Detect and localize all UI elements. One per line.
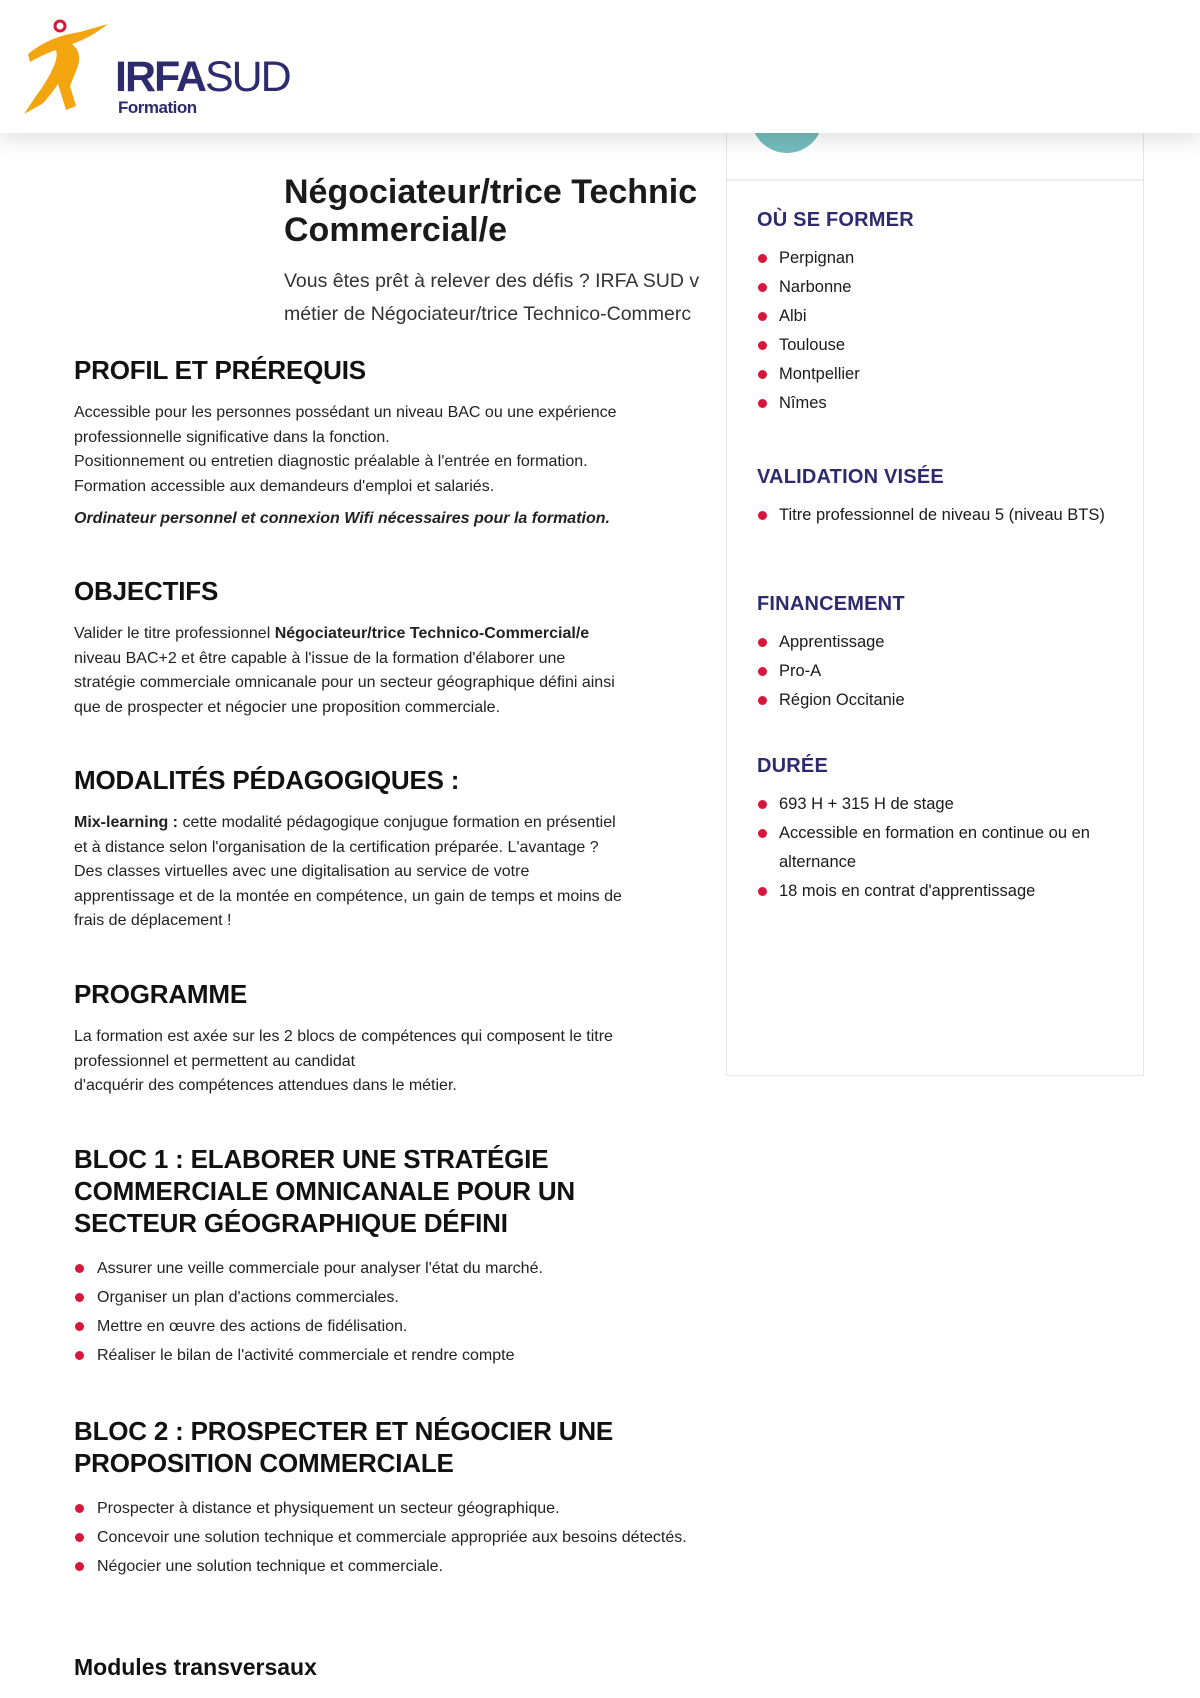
profile-heading: PROFIL ET PRÉREQUIS	[74, 355, 366, 385]
objectives-text	[74, 622, 704, 720]
text-line: Formation accessible aux demandeurs d'emploi et salariés.	[74, 477, 495, 495]
duration-title: DURÉE	[757, 755, 829, 777]
list-item: Négocier une solution technique et commerciale.	[74, 1552, 694, 1581]
text-line: d'acquérir des compétences attendues dans le métier.	[74, 1077, 457, 1094]
mix-learning-label: Mix-learning :	[74, 814, 179, 831]
location-item: Albi	[757, 302, 1117, 331]
location-item: Toulouse	[757, 331, 1117, 360]
runner-logo-icon	[20, 14, 110, 114]
bloc1-heading	[74, 1143, 704, 1239]
text-line: niveau BAC+2 et être capable à l'issue de la formation d'élaborer une	[74, 649, 566, 667]
heading-line: BLOC 1 : ELABORER UNE STRATÉGIE	[74, 1144, 549, 1174]
validation-item: Titre professionnel de niveau 5 (niveau BTS)	[757, 501, 1117, 530]
hero-intro-line: Vous êtes prêt à relever des défis ? IRFA SUD v	[284, 270, 700, 292]
bloc2-list	[74, 1494, 694, 1581]
financing-list	[757, 628, 1117, 715]
divider	[727, 179, 1143, 181]
locations-title: OÙ SE FORMER	[757, 209, 914, 231]
list-item: Organiser un plan d'actions commerciales.	[74, 1283, 704, 1312]
objectives-section	[74, 575, 704, 720]
program-heading: PROGRAMME	[74, 979, 247, 1009]
validation-section	[757, 466, 1117, 530]
text-line: La formation est axée sur les 2 blocs de compétences qui composent le titre	[74, 1028, 613, 1045]
duration-list	[757, 790, 1117, 906]
locations-list	[757, 244, 1117, 418]
page-title	[284, 173, 744, 249]
duration-item: Accessible en formation en continue ou en alternance	[757, 819, 1117, 877]
duration-item: 693 H + 315 H de stage	[757, 790, 1117, 819]
heading-line: COMMERCIALE OMNICANALE POUR UN	[74, 1176, 575, 1206]
text-line: Valider le titre professionnel	[74, 625, 275, 642]
hero-intro	[284, 265, 726, 331]
hero-intro-line: métier de Négociateur/trice Technico-Commerc	[284, 303, 692, 325]
text-line: professionnel et permettent au candidat	[74, 1052, 356, 1070]
bloc1-list	[74, 1254, 704, 1370]
pedagogy-section	[74, 764, 704, 934]
text-line: professionnelle significative dans la fonction.	[74, 428, 390, 446]
text-line: apprentissage et de la montée en compétence, un gain de temps et moins de	[74, 887, 622, 905]
location-item: Montpellier	[757, 360, 1117, 389]
text-line: frais de déplacement !	[74, 912, 232, 929]
modules-section	[74, 1652, 704, 1682]
duration-section	[757, 755, 1117, 906]
financing-item: Apprentissage	[757, 628, 1117, 657]
location-item: Perpignan	[757, 244, 1117, 273]
pedagogy-heading: MODALITÉS PÉDAGOGIQUES :	[74, 765, 460, 795]
modules-heading: Modules transversaux	[74, 1654, 317, 1680]
profile-section	[74, 354, 704, 532]
location-item: Narbonne	[757, 273, 1117, 302]
text-line: Des classes virtuelles avec une digitalisation au service de votre	[74, 863, 530, 880]
heading-line: PROPOSITION COMMERCIALE	[74, 1448, 454, 1478]
text-line: et à distance selon l'organisation de la certification préparée. L'avantage ?	[74, 838, 599, 856]
duration-item: 18 mois en contrat d'apprentissage	[757, 877, 1117, 906]
list-item: Prospecter à distance et physiquement un secteur géographique.	[74, 1494, 694, 1523]
page-title-line: Commercial/e	[284, 211, 507, 249]
financing-item: Région Occitanie	[757, 686, 1117, 715]
logo-wordmark: IRFASUD	[115, 53, 290, 101]
validation-list	[757, 501, 1117, 530]
profile-requirement: Ordinateur personnel et connexion Wifi nécessaires pour la formation.	[74, 510, 610, 527]
bloc1-section	[74, 1143, 704, 1370]
validation-title: VALIDATION VISÉE	[757, 466, 944, 488]
bloc2-section	[74, 1415, 704, 1581]
list-item: Réaliser le bilan de l'activité commerciale et rendre compte	[74, 1341, 704, 1370]
financing-title: FINANCEMENT	[757, 593, 905, 615]
irfasud-logo[interactable]	[20, 14, 300, 117]
heading-line: SECTEUR GÉOGRAPHIQUE DÉFINI	[74, 1208, 508, 1238]
page-title-line: Négociateur/trice Technic	[284, 173, 698, 211]
list-item: Assurer une veille commerciale pour analyser l'état du marché.	[74, 1254, 704, 1283]
pedagogy-text	[74, 811, 704, 934]
list-item: Concevoir une solution technique et commerciale appropriée aux besoins détectés.	[74, 1523, 694, 1552]
text-line: stratégie commerciale omnicanale pour un secteur géographique défini ainsi	[74, 674, 615, 691]
location-item: Nîmes	[757, 389, 1117, 418]
text-line: cette modalité pédagogique conjugue formation en présentiel	[178, 814, 616, 831]
bloc2-heading	[74, 1415, 704, 1479]
text-line: que de prospecter et négocier une proposition commerciale.	[74, 698, 501, 716]
locations-section	[757, 209, 1117, 418]
financing-item: Pro-A	[757, 657, 1117, 686]
list-item: Mettre en œuvre des actions de fidélisation.	[74, 1312, 704, 1341]
text-line: Positionnement ou entretien diagnostic préalable à l'entrée en formation.	[74, 453, 588, 470]
program-section	[74, 978, 704, 1099]
profile-text	[74, 401, 704, 499]
formation-info-card	[726, 100, 1144, 1076]
objectives-heading: OBJECTIFS	[74, 576, 219, 606]
text-line: Accessible pour les personnes possédant un niveau BAC ou une expérience	[74, 404, 617, 421]
program-text	[74, 1025, 704, 1099]
logo-subtitle: Formation	[118, 98, 197, 117]
site-header	[0, 0, 1200, 133]
title-name: Négociateur/trice Technico-Commercial/e	[274, 625, 590, 642]
heading-line: BLOC 2 : PROSPECTER ET NÉGOCIER UNE	[74, 1416, 614, 1446]
financing-section	[757, 593, 1117, 715]
